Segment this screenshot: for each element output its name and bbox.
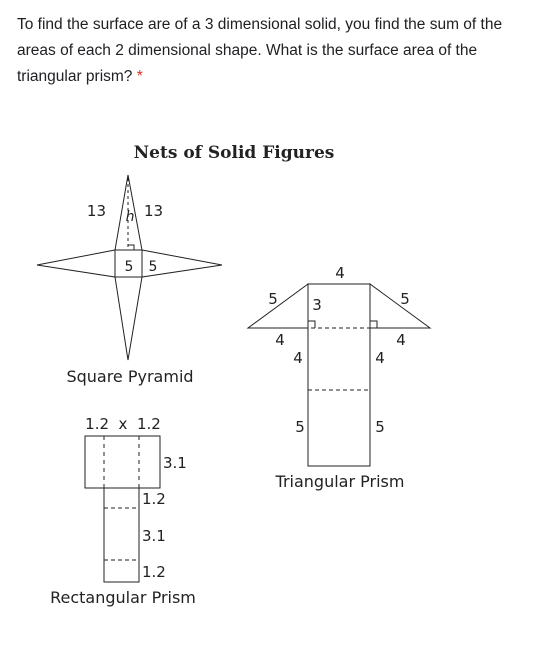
tprism-caption: Triangular Prism (275, 472, 405, 491)
rprism-side-b: 1.2 (142, 490, 166, 508)
pyramid-base-a: 5 (124, 259, 134, 275)
figure-title: Nets of Solid Figures (133, 143, 335, 163)
nets-figure-drawing (0, 120, 542, 620)
rectangular-prism-net (85, 436, 160, 582)
question-text (17, 12, 537, 90)
tprism-left-face-width: 4 (293, 349, 303, 367)
pyramid-slant-right: 13 (144, 202, 164, 220)
rprism-side-c: 3.1 (142, 527, 166, 545)
tprism-right-angle-right (370, 321, 377, 328)
pyramid-base-b: 5 (148, 259, 158, 275)
tprism-left-side: 5 (268, 290, 278, 308)
tprism-top: 4 (335, 264, 345, 282)
pyramid-slant-left: 13 (86, 202, 106, 220)
tprism-right-side: 5 (400, 290, 410, 308)
rprism-top-label: 1.2 x 1.2 (85, 415, 161, 433)
rprism-top-band (85, 436, 160, 488)
rprism-column (104, 488, 139, 582)
rprism-side-d: 1.2 (142, 563, 166, 581)
pyramid-caption: Square Pyramid (66, 367, 194, 386)
pyramid-height-label: h (125, 209, 135, 225)
rprism-side-a: 3.1 (163, 454, 187, 472)
nets-figure (0, 120, 542, 620)
tprism-height: 3 (312, 296, 322, 314)
rprism-caption: Rectangular Prism (50, 588, 196, 607)
tprism-left-base: 4 (275, 331, 285, 349)
tprism-left-wing (248, 284, 308, 328)
question-body: To find the surface are of a 3 dimensional solid, you find the sum of the areas of each 2 dimensional shape. What is the surface area of the triangular prism? (17, 16, 503, 85)
tprism-right-angle-left (308, 321, 315, 328)
required-marker: * (136, 68, 143, 85)
pyramid-bottom-face (115, 277, 142, 360)
tprism-right-length: 5 (375, 418, 385, 436)
tprism-left-length: 5 (295, 418, 305, 436)
pyramid-right-angle (128, 245, 134, 250)
pyramid-left-face (37, 250, 115, 277)
tprism-right-face-width: 4 (375, 349, 385, 367)
triangular-prism-net (248, 284, 430, 466)
tprism-right-base: 4 (396, 331, 406, 349)
